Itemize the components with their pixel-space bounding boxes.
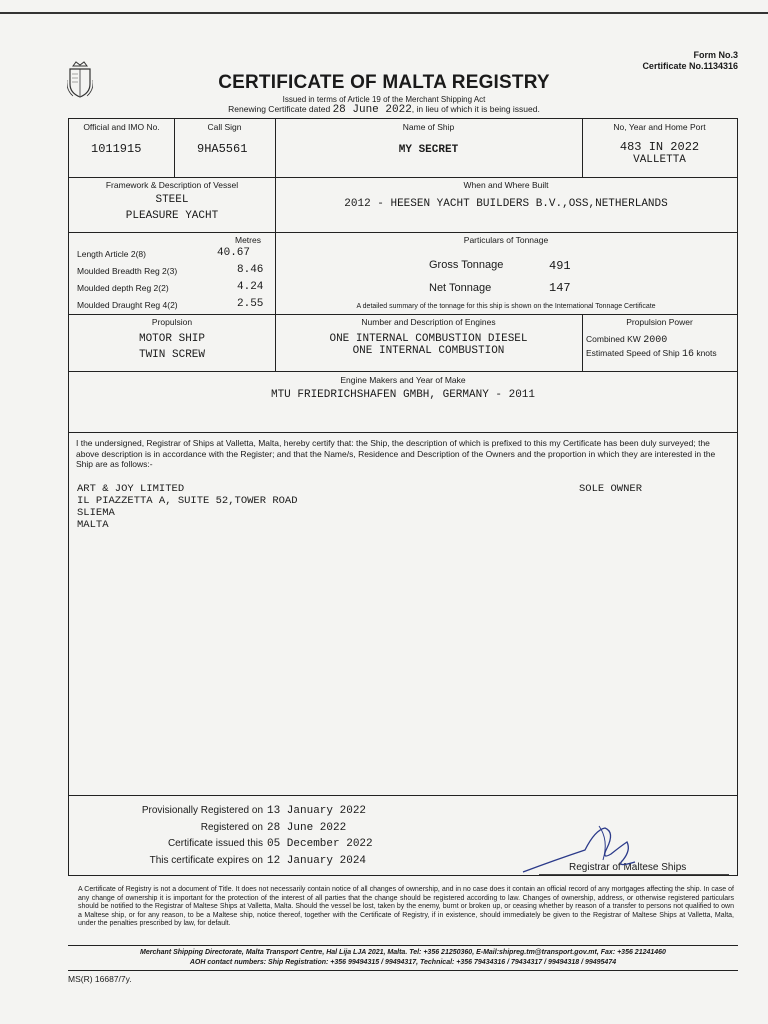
home-port-line1: 483 IN 2022 — [619, 140, 700, 154]
dimension-label: Moulded depth Reg 2(2) — [77, 283, 169, 293]
provisional-value: 13 January 2022 — [267, 805, 367, 817]
owner-line: SLIEMA — [77, 507, 115, 519]
certificate-frame — [68, 118, 738, 876]
owner-line: ART & JOY LIMITED — [77, 483, 185, 495]
dimension-value: 4.24 — [237, 281, 264, 293]
dimension-value: 40.67 — [217, 247, 251, 259]
speed-unit: knots — [696, 348, 717, 358]
gross-tonnage-value: 491 — [549, 259, 571, 273]
registered-label: Registered on — [200, 821, 263, 833]
home-port-label: No, Year and Home Port — [613, 122, 706, 132]
dimension-value: 2.55 — [237, 298, 264, 310]
gross-tonnage-label: Gross Tonnage — [429, 259, 504, 271]
net-tonnage-value: 147 — [549, 281, 571, 295]
engine-makers-value: MTU FRIEDRICHSHAFEN GMBH, GERMANY - 2011 — [270, 389, 536, 401]
dimension-label: Length Article 2(8) — [77, 249, 146, 259]
estimated-speed — [586, 348, 717, 360]
official-imo-value: 1011915 — [91, 142, 142, 156]
contact-line: Merchant Shipping Directorate, Malta Transport Centre, Hal Lija LJA 2021, Malta. Tel: +356 21250360, E-Mail:shipreg.tm@transport.gov.mt, Fax: +356 21241460 — [140, 949, 666, 956]
home-port-line2: VALLETTA — [633, 154, 686, 166]
provisional-label: Provisionally Registered on — [141, 805, 263, 816]
renewing-line — [0, 104, 768, 116]
combined-kw — [586, 334, 667, 346]
owner-share: SOLE OWNER — [579, 483, 643, 495]
built-value: 2012 - HEESEN YACHT BUILDERS B.V.,OSS,NETHERLANDS — [344, 198, 668, 210]
propulsion-label: Propulsion — [151, 317, 193, 327]
combined-kw-label: Combined KW — [586, 334, 641, 344]
call-sign-label: Call Sign — [207, 122, 242, 132]
certificate-title: CERTIFICATE OF MALTA REGISTRY — [218, 72, 550, 93]
expires-label: This certificate expires on — [149, 854, 263, 866]
framework-line2: PLEASURE YACHT — [125, 210, 219, 222]
registered-value: 28 June 2022 — [267, 821, 347, 834]
engine-makers-label: Engine Makers and Year of Make — [340, 375, 466, 385]
form-no: Form No.3 — [693, 50, 738, 60]
expires-value: 12 January 2024 — [267, 854, 367, 867]
issued-label: Certificate issued this — [167, 838, 263, 849]
combined-kw-value: 2000 — [643, 335, 668, 346]
dimension-label: Moulded Breadth Reg 2(3) — [77, 266, 178, 276]
owner-block — [77, 483, 298, 531]
issued-terms: Issued in terms of Article 19 of the Merchant Shipping Act — [282, 95, 486, 104]
issued-value: 05 December 2022 — [267, 838, 373, 850]
certificate-no: Certificate No.1134316 — [642, 61, 738, 71]
form-number-block — [642, 50, 738, 72]
registrar-label: Registrar of Maltese Ships — [569, 862, 687, 873]
tonnage-note: A detailed summary of the tonnage for this ship is shown on the International Tonnage Certificate — [356, 303, 656, 310]
registrar-signature — [515, 820, 675, 880]
framework-line1: STEEL — [155, 194, 189, 206]
engines-label: Number and Description of Engines — [361, 317, 496, 327]
registration-dates — [73, 803, 373, 869]
speed-value: 16 — [681, 349, 694, 360]
form-code: MS(R) 16687/7y. — [68, 974, 132, 984]
owner-line: MALTA — [77, 519, 109, 531]
engines-line1: ONE INTERNAL COMBUSTION DIESEL — [329, 333, 528, 345]
renewing-date: 28 June 2022 — [332, 104, 412, 116]
scan-edge-line — [0, 12, 768, 14]
built-label: When and Where Built — [463, 180, 549, 190]
certification-text: I the undersigned, Registrar of Ships at Valletta, Malta, hereby certify that: the Ship, the description of which is prefixed to this my Certificate has been duly surveyed; the above description is in accordance with the Register; and that the Name/s, Residence and Description of the Owners and the proportion in which they are interested in the Ship are as follows:- — [76, 438, 716, 469]
renewing-prefix: Renewing Certificate dated — [228, 104, 331, 114]
renewing-suffix: , in lieu of which it is being issued. — [411, 104, 540, 114]
call-sign-value: 9HA5561 — [197, 142, 248, 156]
framework-label: Framework & Description of Vessel — [105, 180, 239, 190]
official-imo-label: Official and IMO No. — [83, 122, 160, 132]
ship-name-label: Name of Ship — [402, 122, 455, 132]
dimension-label: Moulded Draught Reg 4(2) — [77, 300, 178, 310]
owner-line: IL PIAZZETTA A, SUITE 52,TOWER ROAD — [77, 495, 298, 507]
metres-label: Metres — [235, 235, 261, 245]
propulsion-power-label: Propulsion Power — [626, 317, 693, 327]
net-tonnage-label: Net Tonnage — [429, 282, 492, 294]
ship-name-value: MY SECRET — [398, 144, 459, 156]
propulsion-line1: MOTOR SHIP — [138, 333, 205, 345]
engines-line2: ONE INTERNAL COMBUSTION — [352, 345, 505, 357]
contact-block — [68, 945, 738, 971]
tonnage-label: Particulars of Tonnage — [463, 235, 549, 245]
dimension-value: 8.46 — [237, 264, 264, 276]
propulsion-line2: TWIN SCREW — [138, 349, 205, 361]
speed-label: Estimated Speed of Ship — [586, 348, 680, 358]
disclaimer: A Certificate of Registry is not a document of Title. It does not necessarily contain notice of all changes of ownership, and in no case does it contain an official record of any mortgages affecting the ship. In case of any change of ownership it is important for the protection of the interest of all parties that the change should be registered according to law. Changes of ownership, address, or otherwise registered particulars should be notified to the Registrar of Maltese Ships at Valletta, Malta. Should the vessel be lost, taken by the enemy, burnt or broken up, or ceasing whether by reason of a transfer to persons not qualified to own a Maltese ship, or for any reason, to be a Maltese ship, notice thereof, together with the Certificate of Registry, if in existence, should immediately be given to the Registrar of Maltese Ships at Valletta, Malta, under the penalties prescribed by law, for default. — [78, 886, 734, 928]
contact-line: AOH contact numbers: Ship Registration: +356 99494315 / 99494317, Technical: +356 79434316 / 79434317 / 99494318 / 99495474 — [189, 959, 617, 966]
